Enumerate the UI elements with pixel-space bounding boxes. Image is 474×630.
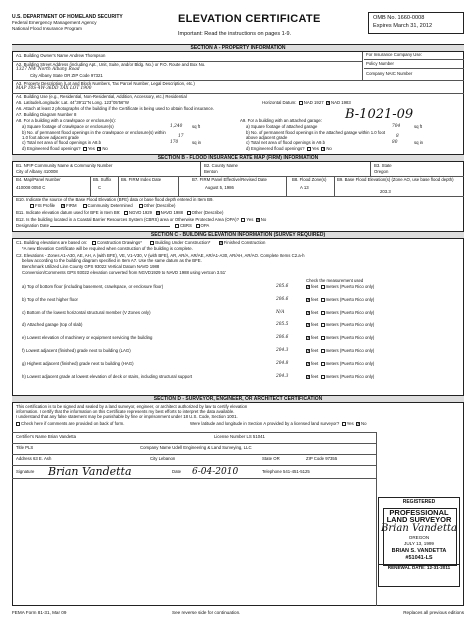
a8a-value[interactable]: 1,240 <box>170 124 183 129</box>
c1-drawings-checkbox[interactable] <box>92 241 96 245</box>
c2-meters-label: meters (Puerto Rico only) <box>325 335 375 341</box>
c2-feet-checkbox[interactable]: ✕ <box>307 374 310 379</box>
c2-meters-label: meters (Puerto Rico only) <box>325 373 375 379</box>
c2-feet-label: feet <box>311 284 319 290</box>
c2-row-value[interactable]: 204.3 <box>276 348 289 353</box>
b12-cbrs-label: CBRS <box>179 223 192 229</box>
section-a-title: SECTION A - PROPERTY INFORMATION <box>12 44 464 52</box>
section-b-title: SECTION B - FLOOD INSURANCE RATE MAP (FIRM) INFORMATION <box>12 154 464 162</box>
c2-row <box>22 336 152 341</box>
c1-label: C1. Building elevations are based on: <box>16 240 88 246</box>
c2-feet-checkbox[interactable]: ✕ <box>307 285 310 289</box>
d-telephone[interactable]: Telephone 541-451-5125 <box>262 469 310 474</box>
d-check-comments <box>16 422 124 427</box>
c2-row-code: b) <box>22 296 26 302</box>
c2-row-label: Attached garage (top of slab) <box>27 322 83 328</box>
b9-value[interactable]: 203.3 <box>380 189 391 194</box>
c2-meters-label: meters (Puerto Rico only) <box>325 296 375 302</box>
rule-d1 <box>12 443 376 444</box>
rule-d4 <box>12 478 376 479</box>
d-signature[interactable]: Brian Vandetta <box>48 465 132 478</box>
c1-note: *A new Elevation Certificate will be required when construction of the building is complete. <box>22 246 193 251</box>
b5-value[interactable]: C <box>98 185 102 190</box>
c2-row-value[interactable]: 204.3 <box>276 373 289 379</box>
b5-label: B5. Suffix <box>93 177 112 182</box>
rule-d2 <box>12 454 376 455</box>
c2-row-value[interactable]: 204.8 <box>276 360 289 366</box>
b11-ngvd-label: NGVD 1929 <box>128 210 153 216</box>
footer-form: FEMA Form 81-31, Mar 09 <box>12 610 67 615</box>
agency-line-3: National Flood Insurance Program <box>12 25 82 31</box>
b12-cbrs-checkbox[interactable] <box>175 224 179 228</box>
c2-label: C2. Elevations - Zones A1-A30, AE, AH, A (with BFE), VE, V1-V30, V (with BFE), AR, AR/A, AR/AE, AR/A1-A30, AR/AH, AR/AO. Complete Items C2.a-h <box>16 253 305 258</box>
c2-meters-label: meters (Puerto Rico only) <box>325 348 375 354</box>
b7-value[interactable]: August 5, 1986 <box>205 185 234 190</box>
d-latlong-yes-checkbox[interactable] <box>342 422 346 426</box>
seal-date: JULY 13, 1999 <box>404 541 434 547</box>
a3-label: A3. Property Description (Lot and Block Numbers, Tax Parcel Number, Legal Description, etc.) <box>16 81 195 86</box>
a8d-text: d) Engineered flood openings? <box>22 146 81 152</box>
c2-feet-label: feet <box>311 348 319 354</box>
omb-number: OMB No. 1660-0008 <box>373 15 425 21</box>
b9-label: B9. Base Flood Elevation(s) (Zone AO, use base flood depth) <box>337 177 454 182</box>
b-divider-6 <box>286 176 287 196</box>
a9d-text: d) Engineered flood openings? <box>246 146 305 152</box>
c1-finished-checkbox[interactable]: ✕ <box>219 241 223 245</box>
b11-other-label: Other (Describe) <box>191 210 224 216</box>
a9d-no-label: No <box>326 146 332 152</box>
c2-meters-checkbox[interactable] <box>321 362 325 366</box>
c2-meters-checkbox[interactable] <box>321 323 325 327</box>
a9d-label <box>246 147 332 152</box>
c2-row <box>22 323 82 328</box>
c2-row-value[interactable]: 206.6 <box>276 296 289 302</box>
seal-registered: REGISTERED <box>402 499 436 505</box>
d-para-3: I understand that any false statement may be punishable by fine or imprisonment under 18 U.S. Code, Section 1001. <box>16 414 238 419</box>
nad1927-checkbox[interactable] <box>299 101 303 105</box>
a2-label: A2. Building Street Address (including Apt., Unit, Suite, and/or Bldg. No.) or P.O. Route and Box No. <box>16 62 206 67</box>
a8d-no-checkbox[interactable]: ✕ <box>98 147 102 151</box>
c2-check-label: Check the measurement used <box>306 278 364 283</box>
a5-latlong[interactable]: A5. Latitude/Longitude: Lat. 44°39'11"N Long. 123°05'56"W <box>16 100 129 105</box>
d-signature-label: Signature <box>16 469 35 474</box>
c2-row-units <box>306 285 374 290</box>
b-divider-2 <box>370 162 371 176</box>
c2-meters-label: meters (Puerto Rico only) <box>325 322 375 328</box>
b-divider-3 <box>90 176 91 196</box>
agency-line-2: Federal Emergency Management Agency <box>12 20 97 25</box>
a9c-unit: sq in <box>414 140 424 145</box>
a8c-value[interactable]: 170 <box>170 140 179 145</box>
c2-feet-label: feet <box>311 296 319 302</box>
a4-use[interactable]: A4. Building Use (e.g., Residential, Non-Residential, Addition, Accessory, etc.) Residential <box>16 94 187 99</box>
c2-row <box>22 311 151 316</box>
b12-opa-label: OPA <box>200 223 210 229</box>
c2-meters-label: meters (Puerto Rico only) <box>325 360 375 366</box>
d-latlong-row <box>190 422 367 427</box>
a9a-unit: sq ft <box>414 124 423 129</box>
b10-other-checkbox[interactable] <box>139 204 143 208</box>
a2-city-line[interactable]: City Albany State OR ZIP Code 97321 <box>30 73 103 78</box>
b11-navd-checkbox[interactable]: ✕ <box>156 211 160 215</box>
c2-feet-label: feet <box>311 309 319 315</box>
c2-row-label: Bottom of the lowest horizontal structural member (V Zones only) <box>26 309 151 315</box>
b12-row <box>16 218 266 223</box>
d-latlong-no-checkbox[interactable]: ✕ <box>357 422 360 426</box>
b12-yes-label: Yes <box>246 217 254 223</box>
b1-value[interactable]: City of Albany 410008 <box>16 169 58 174</box>
footer-see-reverse: See reverse side for continuation. <box>172 610 241 615</box>
d-latlong-no-label: No <box>361 421 367 427</box>
d-state[interactable]: State OR <box>262 456 280 461</box>
b1-label: B1. NFIP Community Name & Community Number <box>16 163 113 168</box>
b-divider-1 <box>200 162 201 176</box>
important-note: Important: Read the instructions on pages 1-9. <box>178 31 292 37</box>
c2-row-code: a) <box>22 284 26 289</box>
d-license[interactable]: License Number LS 51041 <box>214 434 265 439</box>
nad1927-label: NAD 1927 <box>303 100 324 106</box>
a8d-yes-label: Yes <box>87 146 95 152</box>
c2-more: below according to the building diagram specified in Item A7. Use the same datum as the BFE. <box>22 258 202 263</box>
b8-value[interactable]: A 13 <box>300 185 309 190</box>
a8a-label: a) Square footage of crawlspace or enclosure(s) <box>22 124 114 129</box>
b11-other-checkbox[interactable] <box>187 211 191 215</box>
c2-meters-checkbox[interactable] <box>321 311 325 315</box>
d-certifier[interactable]: Certifier's Name Brian Vandetta <box>16 434 76 439</box>
b12-no-checkbox[interactable]: ✕ <box>256 218 260 222</box>
c2-feet-checkbox[interactable]: ✕ <box>307 310 310 315</box>
a1-owner[interactable]: A1. Building Owner's Name Andrew Thompson <box>16 53 106 58</box>
a9c-value[interactable]: 80 <box>392 140 398 145</box>
c2-row-units <box>306 375 374 380</box>
d-address[interactable]: Address 63 E. Ash <box>16 456 52 461</box>
a9b-value[interactable]: 8 <box>396 134 399 139</box>
c2-row-label: Highest adjacent (finished) grade next to building (HAG) <box>27 360 134 366</box>
b-divider-4 <box>118 176 119 196</box>
b12-designation-field[interactable] <box>50 226 170 227</box>
d-company[interactable]: Company Name Udell Engineering & Land Surveying, LLC <box>140 445 252 450</box>
b-divider-5 <box>178 176 179 196</box>
a8b-label: b) No. of permanent flood openings in the crawlspace or enclosure(s) within 1.0 foot above adjacent grade <box>22 130 166 140</box>
c2-row-units <box>306 311 374 316</box>
a9a-value[interactable]: 704 <box>392 124 401 129</box>
c2-meters-label: meters (Puerto Rico only) <box>325 284 375 290</box>
b8-label: B8. Flood Zone(s) <box>292 177 327 182</box>
insurance-rule-2 <box>364 68 464 69</box>
seal-signature: Brian Vandetta <box>381 522 457 534</box>
agency-line-1: U.S. DEPARTMENT OF HOMELAND SECURITY <box>12 14 123 20</box>
seal-renewal: RENEWAL DATE: 12-31-2011 <box>379 564 459 571</box>
c2-row-units <box>306 362 374 367</box>
b-divider-7 <box>334 176 335 196</box>
c2-meters-label: meters (Puerto Rico only) <box>325 309 375 315</box>
c2-row-value[interactable]: 206.6 <box>276 335 289 341</box>
c2-row-value[interactable]: N/A <box>276 309 285 315</box>
footer-replaces: Replaces all previous editions <box>403 610 464 615</box>
b6-label: B6. FIRM Index Date <box>121 177 162 182</box>
b12-yes-checkbox[interactable] <box>241 218 245 222</box>
b10-fis-label: FIS Profile <box>35 203 56 209</box>
c2-meters-checkbox[interactable] <box>321 285 325 289</box>
c2-feet-label: feet <box>311 335 319 341</box>
c1-under-construction-checkbox[interactable] <box>150 241 154 245</box>
d-date-label: Date <box>172 469 182 474</box>
a8b-value[interactable]: 17 <box>178 134 184 139</box>
a7-diagram[interactable]: A7. Building Diagram Number 8 <box>16 112 77 117</box>
b10-label: B10. Indicate the source of the Base Flood Elevation (BFE) data or base flood depth entered in Item B9. <box>16 197 214 202</box>
seal-name: BRIAN S. VANDETTA <box>391 547 447 554</box>
a3-value[interactable]: MAP 10S-4W-36DD TAX LOT 1900 <box>16 86 92 91</box>
a9c-label: c) Total net area of flood openings in A9.b <box>246 140 325 145</box>
c2-row-units <box>306 336 374 341</box>
a9d-yes-checkbox[interactable] <box>307 147 311 151</box>
b4-value[interactable]: 410008 0050 C <box>16 185 46 190</box>
d-latlong-yes-label: Yes <box>346 421 354 427</box>
a8c-unit: sq in <box>192 140 202 145</box>
d-comments-label: Check here if comments are provided on back of form. <box>21 421 125 427</box>
b10-firm-checkbox[interactable]: ✕ <box>62 204 65 208</box>
c2-feet-label: feet <box>311 360 319 366</box>
omb-box <box>368 12 464 34</box>
c2-row <box>22 362 134 367</box>
c2-row-label: Lowest adjacent (finished) grade next to building (LAG) <box>25 348 131 353</box>
c2-row-value[interactable]: 205.6 <box>276 284 289 289</box>
b12-label: B12. Is the building located in a Coastal Barrier Resources System (CBRS) area or Otherwise Protected Area (OPA)? <box>16 217 239 223</box>
c2-meters-checkbox[interactable] <box>321 349 325 353</box>
form-title: ELEVATION CERTIFICATE <box>178 13 321 25</box>
b12-designation-row <box>16 224 209 229</box>
c2-feet-checkbox[interactable]: ✕ <box>307 297 310 302</box>
d-para-1: This certification is to be signed and sealed by a land surveyor, engineer, or architect authorized by law to certify elevation <box>16 404 248 409</box>
c2-row-label: Lowest elevation of machinery or equipment servicing the building <box>27 335 153 341</box>
d-comments-checkbox[interactable] <box>16 422 20 426</box>
seal-number: #51041-LS <box>405 555 433 562</box>
c2-row <box>22 298 78 303</box>
c2-row-units <box>306 349 374 354</box>
seal-inner-frame <box>383 508 457 566</box>
c2-row-units <box>306 298 374 303</box>
b3-value[interactable]: Oregon <box>374 169 389 174</box>
insurance-box <box>364 52 464 78</box>
d-city[interactable]: City Lebanon <box>150 456 176 461</box>
c2-row <box>22 349 131 354</box>
b11-navd-label: NAVD 1988 <box>160 210 184 216</box>
c2-row-code: e) <box>22 335 26 341</box>
b10-fis-checkbox[interactable] <box>30 204 34 208</box>
c2-row-code: f) <box>22 348 25 353</box>
d-latlong-label: Were latitude and longitude in Section A provided by a licensed land surveyor? <box>190 421 340 427</box>
b2-label: B2. County Name <box>204 163 238 168</box>
b10-other-label: Other (Describe) <box>143 203 176 209</box>
a2-address[interactable]: 1327 NW North Albany Road <box>16 67 80 72</box>
d-seal-divider <box>376 432 377 606</box>
c2-feet-label: feet <box>311 322 319 328</box>
seal-professional: PROFESSIONAL <box>389 507 449 517</box>
a8d-label <box>22 147 108 152</box>
a8c-label: c) Total net area of flood openings in A8.b <box>22 140 101 145</box>
b3-label: B3. State <box>374 163 392 168</box>
b12-no-label: No <box>260 217 267 223</box>
insurance-rule-1 <box>364 59 464 60</box>
c2-feet-checkbox[interactable]: ✕ <box>307 336 310 341</box>
b11-ngvd-checkbox[interactable] <box>124 211 128 215</box>
c2-row-label: Top of the next higher floor <box>27 296 78 302</box>
c2-row-code: g) <box>22 360 26 366</box>
c2-row-label: Top of bottom floor (including basement, crawlspace, or enclosure floor) <box>27 284 164 289</box>
c2-feet-checkbox[interactable]: ✕ <box>307 349 310 353</box>
b2-value[interactable]: Benton <box>204 169 218 174</box>
b11-row <box>16 211 223 216</box>
a8-label: A8. For a building with a crawlspace or enclosure(s): <box>16 118 116 123</box>
c2-feet-checkbox[interactable]: ✕ <box>307 361 310 366</box>
a9b-label: b) No. of permanent flood openings in the attached garage within 1.0 foot above adjacent grade <box>246 130 386 140</box>
c2-row-code: h) <box>22 373 26 379</box>
b7-label: B7. FIRM Panel Effective/Revised Date <box>192 177 267 182</box>
b10-community-label: Community Determined <box>87 203 133 209</box>
a8d-no-label: No <box>102 146 108 152</box>
a5-datum-label: Horizontal Datum: <box>262 100 297 106</box>
agency-block <box>12 14 162 31</box>
b10-options <box>30 204 175 209</box>
b10-firm-label: FIRM <box>66 203 77 209</box>
section-c-title: SECTION C - BUILDING ELEVATION INFORMATION (SURVEY REQUIRED) <box>12 231 464 239</box>
a6-photos: A6. Attach at least 2 photographs of the building if the Certificate is being used to obtain flood insurance. <box>16 106 215 111</box>
c1-drawings-label: Construction Drawings* <box>96 240 142 246</box>
a9a-label: a) Square footage of attached garage <box>246 124 318 129</box>
a9d-yes-label: Yes <box>311 146 319 152</box>
a8a-unit: sq ft <box>192 124 201 129</box>
a9-label: A9. For a building with an attached garage: <box>240 118 322 123</box>
insurance-divider <box>362 52 363 80</box>
c1-under-construction-label: Building Under Construction* <box>155 240 211 246</box>
c2-benchmark[interactable]: Benchmark Utilized Linn County GPS 93022 Vertical Datum NAVD 1988 <box>22 264 160 269</box>
c2-row-value[interactable]: 205.5 <box>276 322 289 328</box>
naic-label: Company NAIC Number <box>366 70 413 76</box>
c1-finished-label: Finished Construction <box>223 240 266 246</box>
c2-meters-checkbox[interactable] <box>321 375 325 379</box>
c2-meters-checkbox[interactable] <box>321 336 325 340</box>
c2-feet-checkbox[interactable]: ✕ <box>307 323 310 328</box>
d-title[interactable]: Title PLS <box>16 445 34 450</box>
nad1983-checkbox[interactable]: ✕ <box>327 101 330 105</box>
c2-row-units <box>306 323 374 328</box>
d-para-2: information. I certify that the information on this Certificate represents my best efforts to interpret the data available. <box>16 409 235 414</box>
nad1983-label: NAD 1983 <box>331 100 351 106</box>
section-d-title: SECTION D - SURVEYOR, ENGINEER, OR ARCHITECT CERTIFICATION <box>12 395 464 403</box>
rule-d0 <box>12 432 376 433</box>
b10-community-checkbox[interactable] <box>83 204 87 208</box>
omb-expires: Expires March 31, 2012 <box>373 22 433 29</box>
c2-row-code: d) <box>22 322 26 328</box>
seal-land-surveyor: LAND SURVEYOR <box>386 515 452 525</box>
insurance-label: For Insurance Company Use: <box>366 52 423 57</box>
b12-designation-label: Designation Date <box>16 223 49 229</box>
c2-row <box>22 375 192 380</box>
c2-feet-label: feet <box>311 373 319 379</box>
a9d-no-checkbox[interactable]: ✕ <box>322 147 326 151</box>
stamp-number: B-1021-09 <box>345 107 414 122</box>
surveyor-seal <box>378 497 460 587</box>
c2-conversion[interactable]: Conversion/Comments GPS 93022 elevation converted from NGVD1929 to NAVD 1988 using vertcon 3.51' <box>22 270 226 275</box>
b12-opa-checkbox[interactable] <box>196 224 200 228</box>
policy-label: Policy Number <box>366 60 394 66</box>
c2-meters-checkbox[interactable] <box>321 298 325 302</box>
b11-label: B11. Indicate elevation datum used for BFE in Item B9: <box>16 210 121 216</box>
c2-row <box>22 285 163 290</box>
a8d-yes-checkbox[interactable] <box>83 147 87 151</box>
d-date[interactable]: 6-04-2010 <box>192 467 239 477</box>
a5-datum <box>262 101 351 106</box>
seal-state: OREGON <box>408 534 430 540</box>
b4-label: B4. Map/Panel Number <box>16 177 61 182</box>
d-zip[interactable]: ZIP Code 97355 <box>306 456 338 461</box>
c2-row-label: Lowest adjacent grade at lowest elevation of deck or stairs, including structural support <box>27 373 193 379</box>
c2-row-code: c) <box>22 309 26 315</box>
